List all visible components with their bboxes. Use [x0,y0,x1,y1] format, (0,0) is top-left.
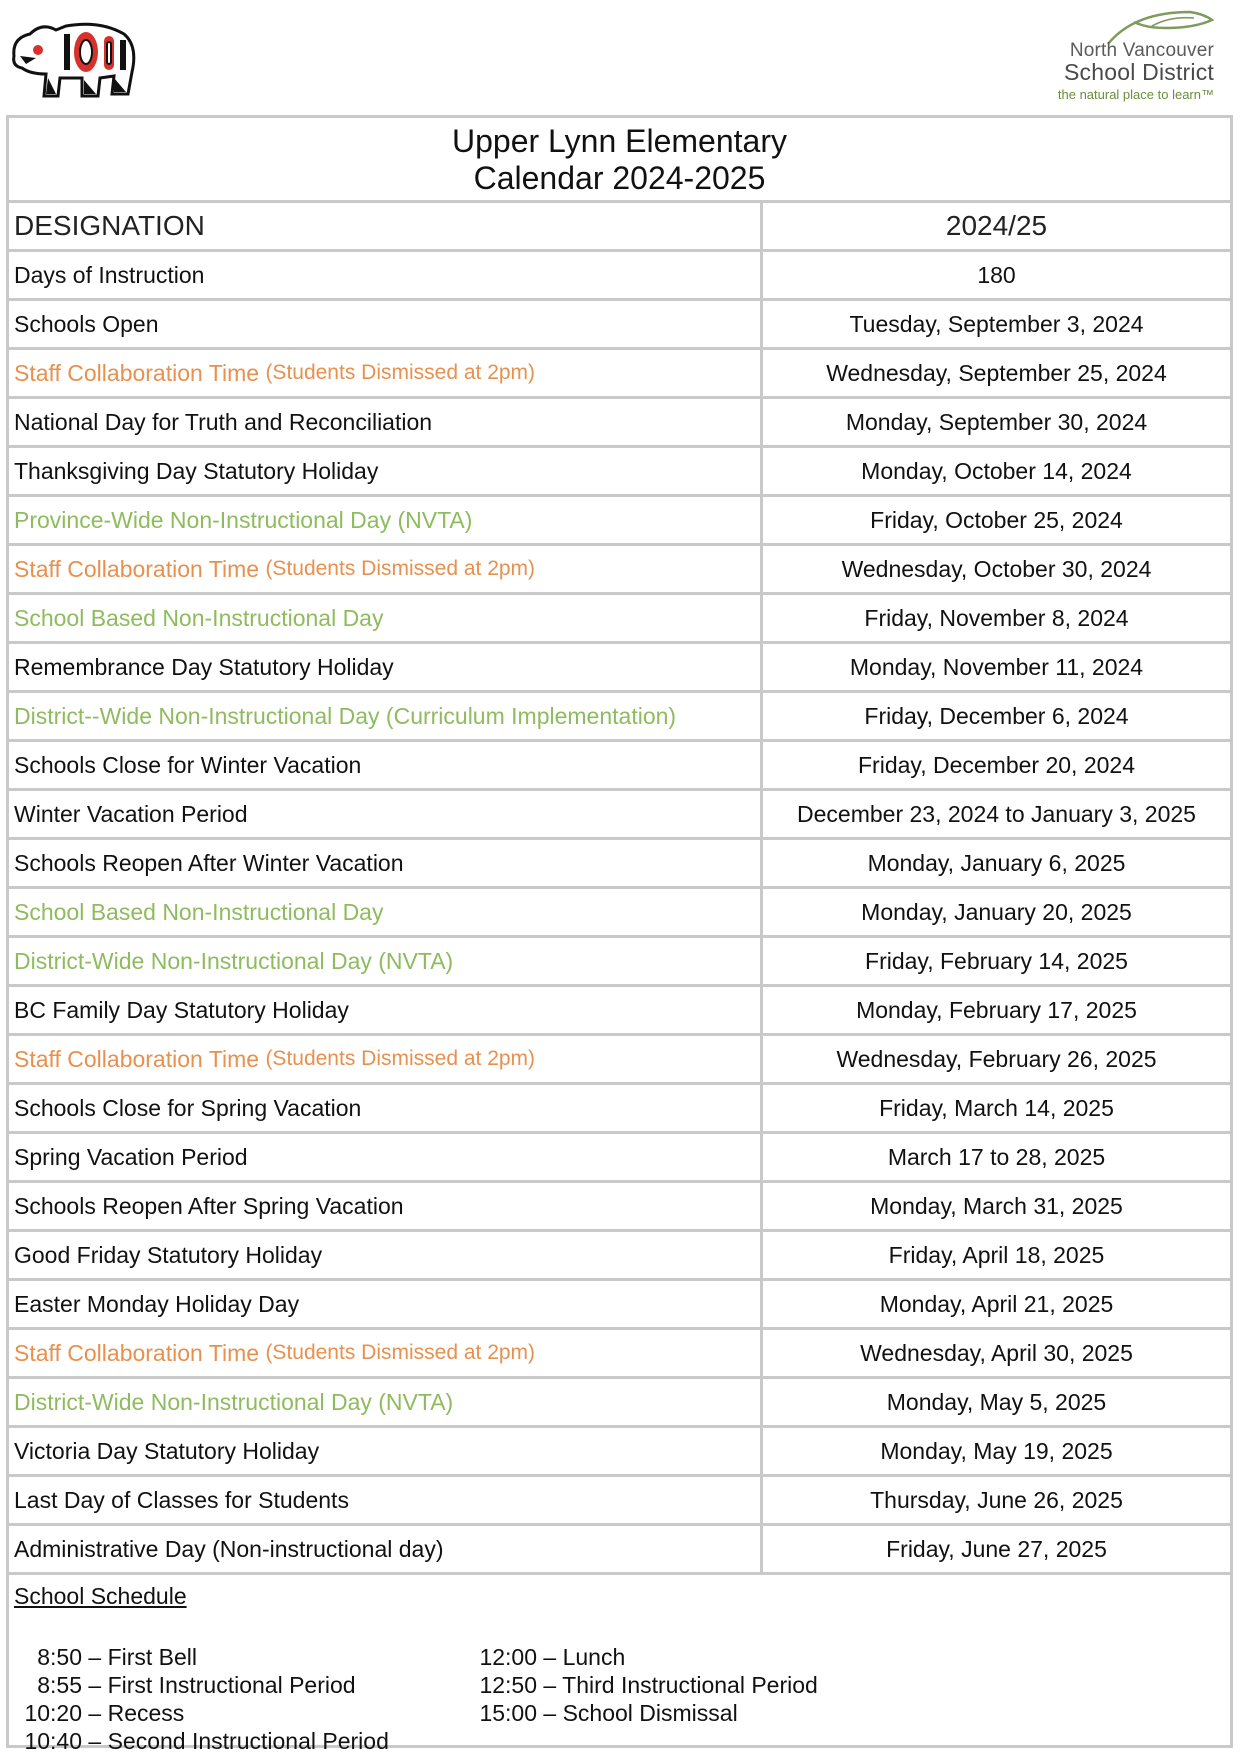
table-row [9,546,1230,595]
designation-note: (Students Dismissed at 2pm) [265,361,536,384]
table-row [9,301,1230,350]
date-cell: Monday, November 11, 2024 [849,653,1144,680]
designation-cell [9,1036,763,1082]
designation-label: Staff Collaboration Time [14,1045,266,1072]
bear-crest-logo [8,16,140,102]
date-cell: Friday, December 6, 2024 [864,702,1129,729]
calendar-table [6,115,1233,1754]
designation-cell [9,1330,763,1376]
date-cell: Friday, April 18, 2025 [888,1241,1105,1268]
date-cell: December 23, 2024 to January 3, 2025 [797,800,1196,827]
schedule-event: First Bell [107,1644,198,1670]
designation-cell [9,350,763,396]
schedule-separator: – [537,1700,563,1726]
table-row [9,889,1230,938]
schedule-right-column [479,1643,818,1727]
designation-note: (Students Dismissed at 2pm) [265,1341,536,1364]
date-cell: Tuesday, September 3, 2024 [849,310,1144,337]
calendar-year-title: Calendar 2024-2025 [473,160,766,196]
schedule-item [479,1643,818,1671]
schedule-item [24,1727,389,1755]
designation-note: (Students Dismissed at 2pm) [265,557,536,580]
designation-label: Administrative Day (Non-instructional day) [14,1535,444,1562]
schedule-item [24,1699,389,1727]
designation-cell [9,252,763,298]
schedule-event: Third Instructional Period [562,1672,818,1698]
schedule-separator: – [82,1728,108,1754]
schedule-event: Second Instructional Period [107,1728,389,1754]
table-row [9,1428,1230,1477]
designation-label: Last Day of Classes for Students [14,1486,349,1513]
designation-label: BC Family Day Statutory Holiday [14,996,349,1023]
table-row [9,1036,1230,1085]
date-cell: Monday, January 6, 2025 [867,849,1126,876]
table-row [9,1183,1230,1232]
schedule-time: 8:55 [37,1672,82,1698]
table-row [9,350,1230,399]
designation-cell [9,938,763,984]
schedule-item [479,1699,818,1727]
date-cell: Friday, March 14, 2025 [879,1094,1114,1121]
designation-cell [9,987,763,1033]
date-cell: Monday, February 17, 2025 [856,996,1137,1023]
designation-label: Province-Wide Non-Instructional Day (NVTA) [14,506,473,533]
designation-cell [9,595,763,641]
schedule-event: Lunch [562,1644,626,1670]
district-name-line1: North Vancouver [1069,40,1214,61]
district-name-line2: School District [1064,59,1214,85]
schedule-separator: – [537,1644,563,1670]
designation-label: Schools Close for Spring Vacation [14,1094,362,1121]
schedule-time: 10:40 [24,1728,82,1754]
table-row [9,595,1230,644]
year-column-header: 2024/25 [945,210,1048,241]
designation-cell [9,693,763,739]
designation-label: Victoria Day Statutory Holiday [14,1437,320,1464]
schedule-time: 10:20 [24,1700,82,1726]
date-cell: Thursday, June 26, 2025 [870,1486,1123,1513]
date-cell: Friday, October 25, 2024 [870,506,1123,533]
table-row [9,1281,1230,1330]
designation-cell [9,742,763,788]
table-row [9,1134,1230,1183]
designation-label: Staff Collaboration Time [14,1339,266,1366]
designation-label: Staff Collaboration Time [14,359,266,386]
date-cell: Monday, March 31, 2025 [870,1192,1123,1219]
schedule-title: School Schedule [14,1583,187,1609]
date-cell: Friday, November 8, 2024 [864,604,1129,631]
designation-label: District-Wide Non-Instructional Day (NVTA) [14,947,454,974]
designation-cell [9,1183,763,1229]
schedule-time: 15:00 [479,1700,537,1726]
designation-cell [9,1379,763,1425]
date-cell: March 17 to 28, 2025 [887,1143,1106,1170]
designation-note: (Students Dismissed at 2pm) [265,1047,536,1070]
table-row [9,644,1230,693]
designation-column-header: DESIGNATION [9,203,763,249]
designation-label: Days of Instruction [14,261,205,288]
district-logo [1026,6,1216,102]
table-row [9,1379,1230,1428]
designation-label: Good Friday Statutory Holiday [14,1241,323,1268]
designation-cell [9,644,763,690]
designation-cell [9,840,763,886]
table-row [9,840,1230,889]
designation-label: Spring Vacation Period [14,1143,248,1170]
designation-cell [9,1134,763,1180]
schedule-event: Recess [107,1700,185,1726]
schedule-separator: – [82,1644,108,1670]
table-row [9,497,1230,546]
schedule-separator: – [82,1672,108,1698]
designation-cell [9,791,763,837]
schedule-left-column [24,1643,389,1755]
designation-cell [9,1085,763,1131]
table-row [9,1232,1230,1281]
designation-cell [9,1477,763,1523]
designation-label: Staff Collaboration Time [14,555,266,582]
designation-label: Schools Open [14,310,159,337]
table-row [9,399,1230,448]
table-row [9,1085,1230,1134]
schedule-time: 8:50 [37,1644,82,1670]
designation-label: District--Wide Non-Instructional Day (Curriculum Implementation) [14,702,677,729]
designation-cell [9,1526,763,1572]
date-cell: Friday, February 14, 2025 [865,947,1128,974]
designation-cell [9,301,763,347]
schedule-item [24,1643,389,1671]
designation-label: Schools Reopen After Spring Vacation [14,1192,404,1219]
schedule-time: 12:50 [479,1672,537,1698]
school-schedule [9,1575,1230,1754]
designation-cell [9,1232,763,1278]
schedule-item [479,1671,818,1699]
schedule-item [24,1671,389,1699]
designation-label: Schools Reopen After Winter Vacation [14,849,404,876]
designation-cell [9,448,763,494]
designation-label: Winter Vacation Period [14,800,248,827]
table-row [9,1330,1230,1379]
designation-label: National Day for Truth and Reconciliation [14,408,433,435]
designation-label: School Based Non-Instructional Day [14,604,384,631]
table-row [9,791,1230,840]
date-cell: Monday, May 19, 2025 [880,1437,1113,1464]
date-cell: Friday, December 20, 2024 [858,751,1135,778]
table-row [9,693,1230,742]
designation-label: School Based Non-Instructional Day [14,898,384,925]
schedule-separator: – [82,1700,108,1726]
table-row [9,448,1230,497]
page-header [0,0,1244,110]
date-cell: 180 [977,261,1016,288]
date-cell: Wednesday, October 30, 2024 [841,555,1152,582]
designation-cell [9,399,763,445]
table-header-row [9,203,1230,252]
designation-cell [9,497,763,543]
table-row [9,987,1230,1036]
designation-label: Remembrance Day Statutory Holiday [14,653,394,680]
designation-label: District-Wide Non-Instructional Day (NVTA) [14,1388,454,1415]
designation-label: Thanksgiving Day Statutory Holiday [14,457,379,484]
schedule-event: First Instructional Period [107,1672,356,1698]
date-cell: Monday, January 20, 2025 [861,898,1132,925]
calendar-title [9,118,1230,203]
date-cell: Monday, September 30, 2024 [845,408,1148,435]
schedule-event: School Dismissal [562,1700,738,1726]
schedule-separator: – [537,1672,563,1698]
date-cell: Wednesday, April 30, 2025 [860,1339,1133,1366]
designation-cell [9,889,763,935]
designation-label: Easter Monday Holiday Day [14,1290,300,1317]
designation-cell [9,1428,763,1474]
table-row [9,1477,1230,1526]
school-name: Upper Lynn Elementary [452,123,787,159]
date-cell: Wednesday, September 25, 2024 [826,359,1167,386]
designation-cell [9,546,763,592]
designation-cell [9,1281,763,1327]
date-cell: Monday, April 21, 2025 [879,1290,1114,1317]
date-cell: Wednesday, February 26, 2025 [836,1045,1157,1072]
schedule-time: 12:00 [479,1644,537,1670]
district-tagline: the natural place to learn™ [1057,87,1214,102]
table-row [9,252,1230,301]
date-cell: Friday, June 27, 2025 [886,1535,1107,1562]
table-row [9,1526,1230,1575]
table-row [9,742,1230,791]
designation-label: Schools Close for Winter Vacation [14,751,362,778]
date-cell: Monday, May 5, 2025 [886,1388,1107,1415]
date-cell: Monday, October 14, 2024 [861,457,1132,484]
table-row [9,938,1230,987]
